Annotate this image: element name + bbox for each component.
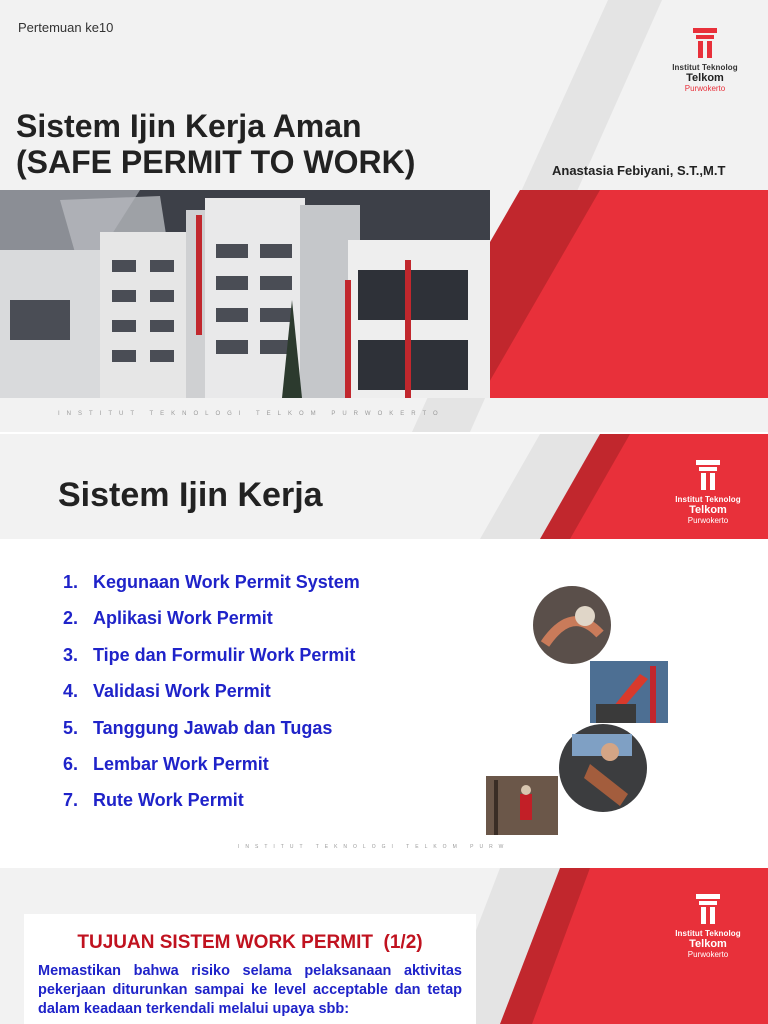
slide3-heading: TUJUAN SISTEM WORK PERMIT (1/2) bbox=[77, 932, 423, 953]
list-item-number: 3. bbox=[63, 644, 79, 665]
logo-line1: Institut Teknolog bbox=[672, 63, 738, 72]
list-item-number: 2. bbox=[63, 608, 79, 629]
list-item-number: 6. bbox=[63, 753, 79, 774]
slide2-title: Sistem Ijin Kerja bbox=[58, 476, 323, 514]
telkom-logo bbox=[668, 460, 748, 525]
telkom-logo bbox=[668, 28, 742, 93]
logo-line3: Purwokerto bbox=[687, 950, 729, 959]
logo-line2: Telkom bbox=[689, 938, 727, 950]
slide-agenda bbox=[0, 434, 768, 866]
list-item-label: Tipe dan Formulir Work Permit bbox=[93, 644, 356, 665]
telkom-logo-icon bbox=[696, 894, 720, 924]
slide-title bbox=[0, 0, 768, 432]
logo-line1: Institut Teknolog bbox=[675, 929, 741, 938]
title-line2: (SAFE PERMIT TO WORK) bbox=[16, 144, 416, 180]
list-item-number: 4. bbox=[63, 681, 79, 702]
list-item-label: Kegunaan Work Permit System bbox=[93, 572, 360, 592]
list-item bbox=[63, 782, 360, 818]
slide1-background bbox=[0, 0, 768, 432]
list-item-number: 1. bbox=[63, 572, 79, 592]
slide-objective bbox=[0, 868, 768, 1024]
list-item-label: Lembar Work Permit bbox=[93, 753, 269, 774]
list-item-label: Validasi Work Permit bbox=[93, 681, 271, 702]
telkom-logo-icon bbox=[696, 460, 720, 490]
telkom-logo-icon bbox=[693, 28, 717, 58]
list-item bbox=[63, 600, 360, 636]
list-item bbox=[63, 564, 360, 600]
footer-text: INSTITUT TEKNOLOGI TELKOM PURWOKERTO bbox=[58, 411, 445, 417]
agenda-list bbox=[63, 564, 360, 819]
logo-line2: Telkom bbox=[689, 504, 727, 516]
title-line1: Sistem Ijin Kerja Aman bbox=[16, 108, 362, 144]
list-item bbox=[63, 710, 360, 746]
footer-text: INSTITUT TEKNOLOGI TELKOM PURW bbox=[238, 844, 510, 850]
content-box bbox=[24, 914, 476, 1024]
list-item-label: Rute Work Permit bbox=[93, 790, 244, 811]
session-label: Pertemuan ke10 bbox=[18, 20, 114, 35]
list-item bbox=[63, 746, 360, 782]
logo-line3: Purwokerto bbox=[687, 516, 729, 525]
list-item-number: 5. bbox=[63, 717, 79, 738]
list-item bbox=[63, 673, 360, 709]
list-item-number: 7. bbox=[63, 790, 79, 811]
slide3-body: Memastikan bahwa risiko selama pelaksanaan aktivitas pekerjaan diturunkan sampai ke level acceptable dan tetap dalam keadaan terkendali melalui upaya sbb: bbox=[38, 963, 462, 1017]
list-item bbox=[63, 637, 360, 673]
list-item-label: Tanggung Jawab dan Tugas bbox=[93, 717, 333, 738]
logo-line2: Telkom bbox=[686, 72, 724, 84]
logo-line3: Purwokerto bbox=[684, 84, 726, 93]
author-name: Anastasia Febiyani, S.T.,M.T bbox=[552, 163, 726, 178]
telkom-logo bbox=[668, 894, 748, 959]
logo-line1: Institut Teknolog bbox=[675, 495, 741, 504]
list-item-label: Aplikasi Work Permit bbox=[93, 608, 273, 629]
